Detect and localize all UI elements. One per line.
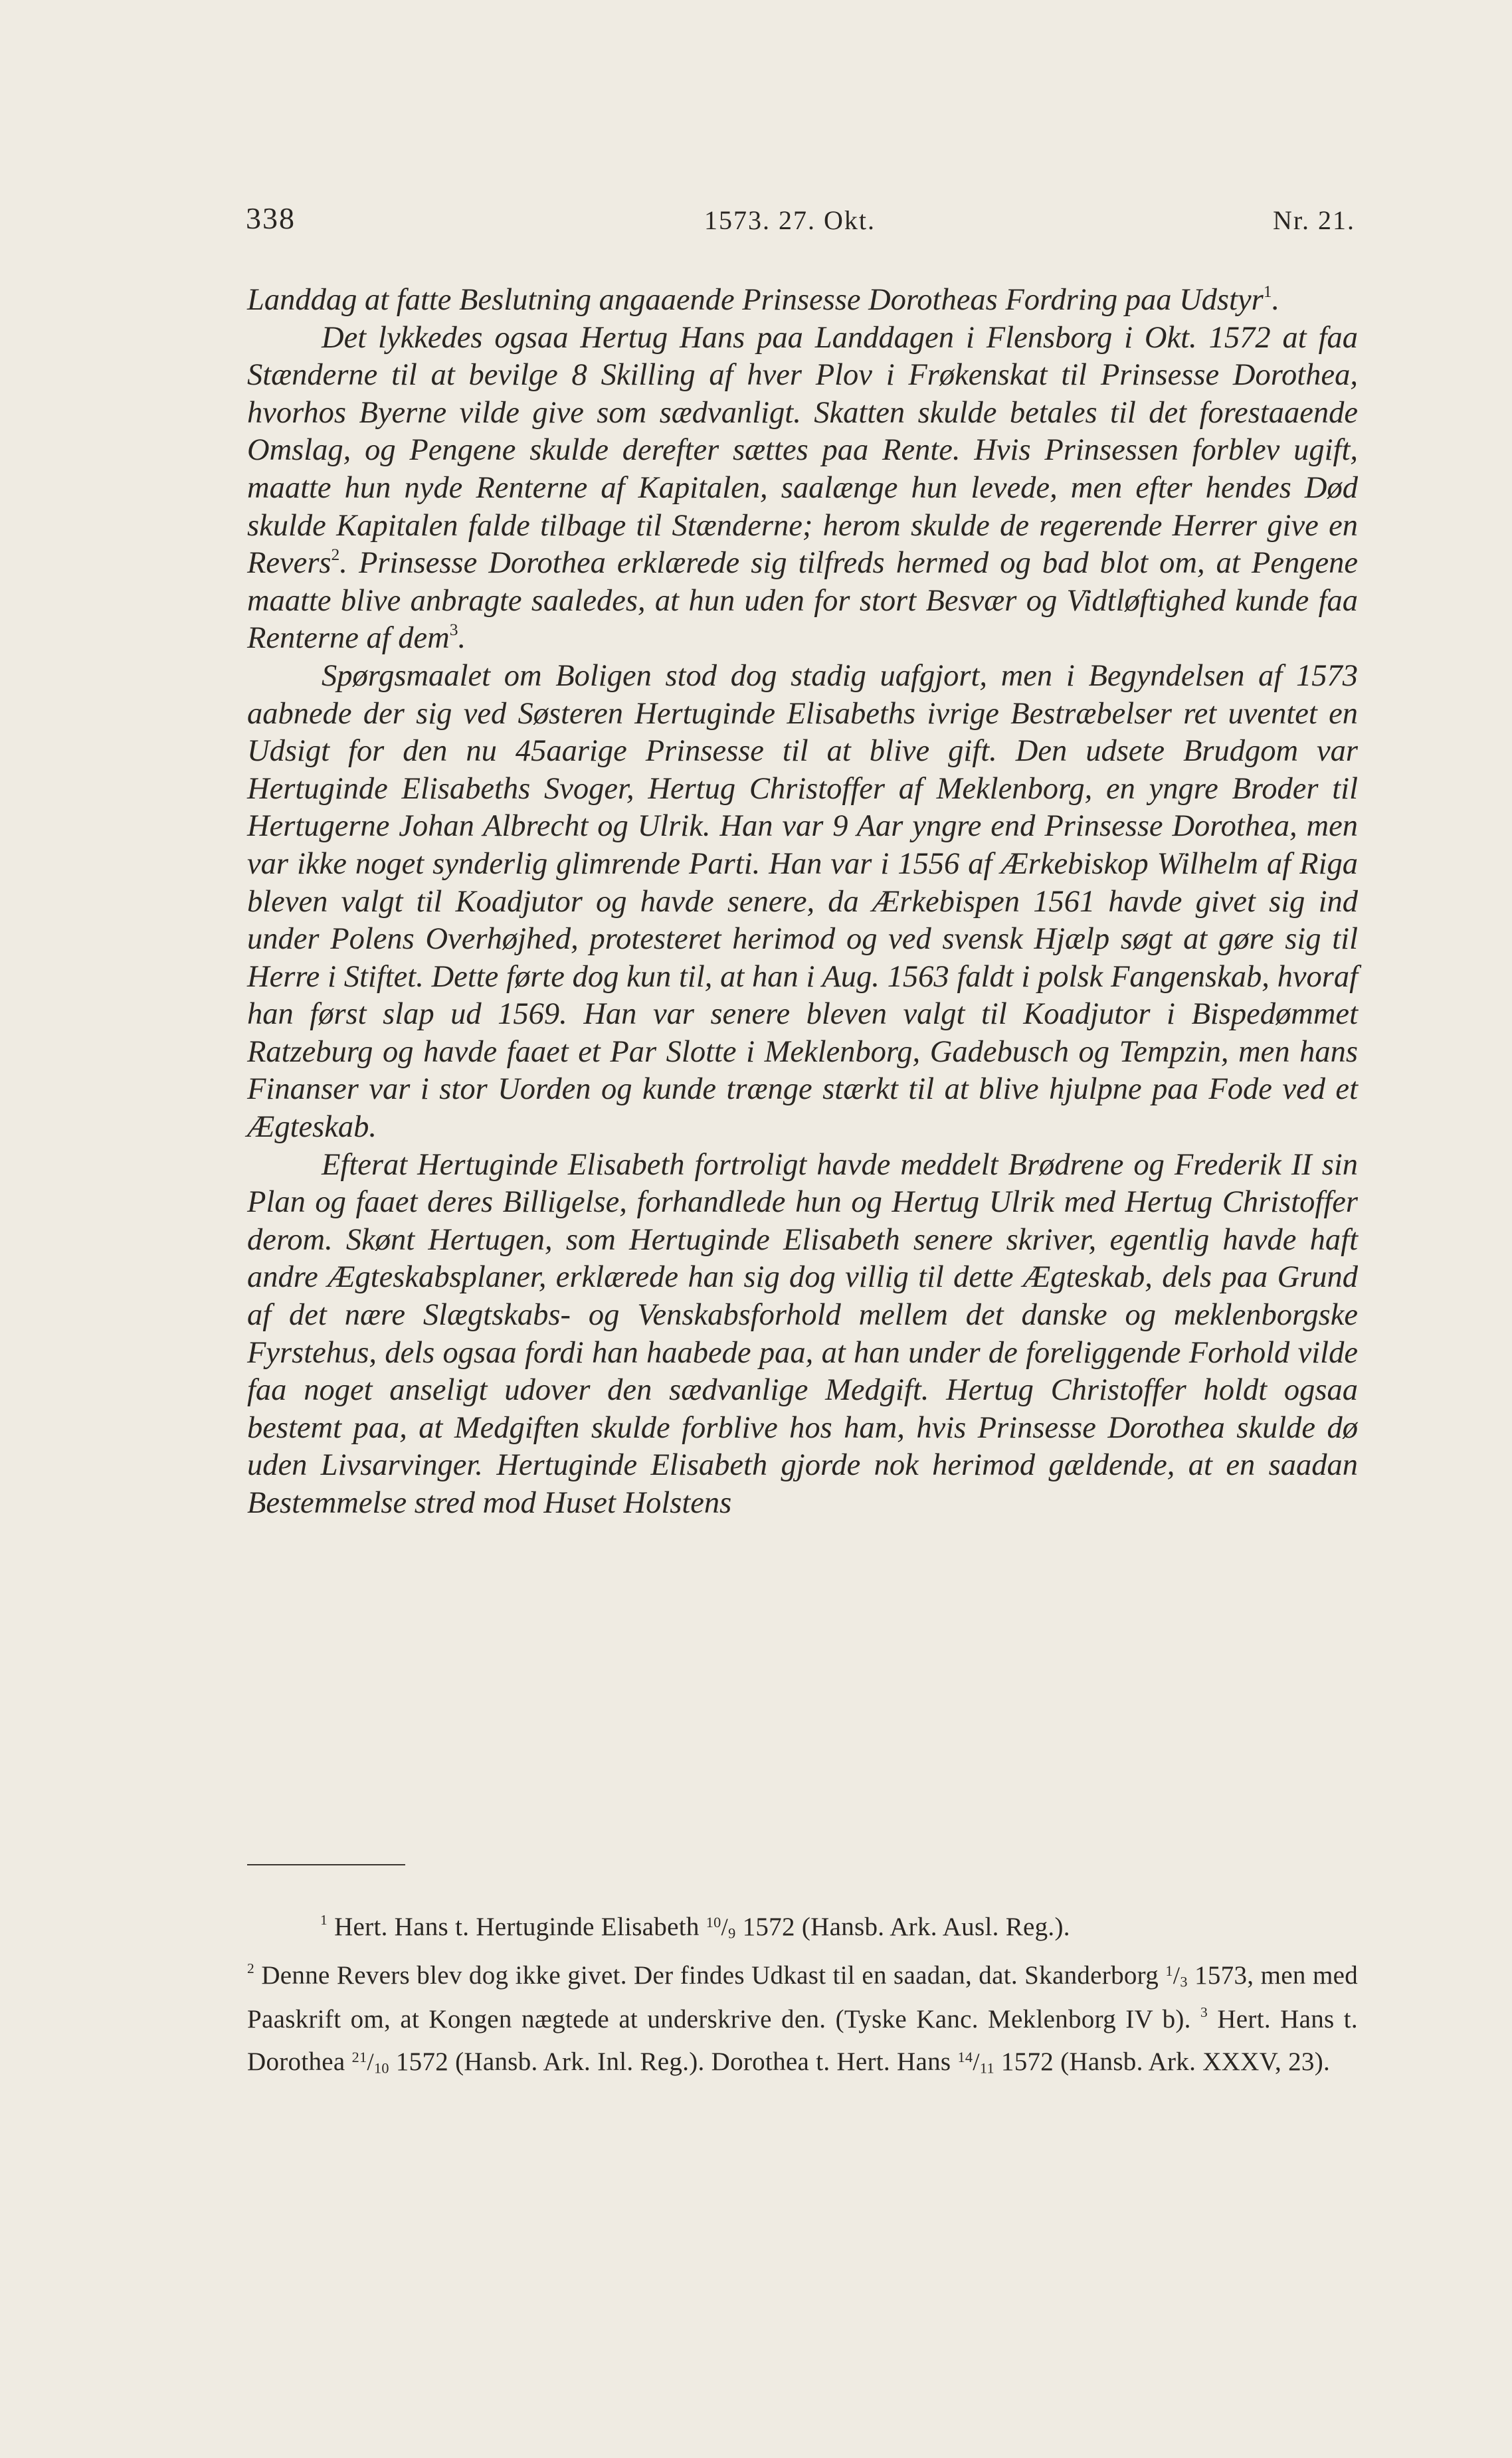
fraction-slash: / — [367, 2049, 374, 2077]
footnote-1-text-end: 1572 (Hansb. Ark. Ausl. Reg.). — [735, 1913, 1070, 1942]
footnote-mark-1: 1 — [320, 1912, 328, 1929]
footnote-1 — [247, 1904, 1358, 1952]
fraction-denominator: 11 — [979, 2059, 994, 2077]
running-head — [246, 201, 1359, 240]
footnote-3-text-mid: 1572 (Hansb. Ark. Inl. Reg.). Dorothea t. Hert. Hans — [389, 2047, 958, 2077]
footnote-ref-3: 3 — [449, 620, 458, 640]
paragraph-1-text: Landdag at fatte Beslutning angaaende Prinsesse Dorotheas Fordring paa Udstyr — [247, 283, 1264, 317]
fraction-denominator: 10 — [373, 2059, 389, 2077]
footnote-2-and-3 — [247, 1952, 1358, 2087]
fraction-denominator: 3 — [1180, 1973, 1188, 1990]
paragraph-2-end: . — [458, 621, 466, 656]
fraction-numerator: 14 — [957, 2048, 973, 2065]
footnote-3-date-fraction-2 — [957, 2049, 994, 2076]
paragraph-1-end: . — [1272, 283, 1280, 317]
footnote-divider — [247, 1864, 405, 1865]
fraction-numerator: 1 — [1165, 1962, 1173, 1980]
paragraph-1 — [247, 282, 1358, 320]
fraction-slash: / — [1173, 1962, 1181, 1990]
running-head-date: 1573. 27. Okt. — [704, 205, 876, 235]
footnote-1-date-fraction — [706, 1914, 736, 1941]
footnote-3-text: Hert. Hans t. Dorothea — [247, 2005, 1358, 2077]
paragraph-2 — [247, 320, 1358, 658]
fraction-slash: / — [973, 2049, 980, 2077]
document-number: Nr. 21. — [1273, 205, 1355, 235]
footnote-2-text: Denne Revers blev dog ikke givet. Der findes Udkast til en saadan, dat. Skanderborg — [254, 1961, 1166, 1990]
main-text — [247, 282, 1358, 1523]
footnote-mark-3: 3 — [1200, 2004, 1208, 2021]
paragraph-4: Efterat Hertuginde Elisabeth fortroligt havde meddelt Brødrene og Frederik II sin Plan og faaet deres Billigelse, forhandlede hun og Hertug Ulrik med Hertug Christoffer derom. Skønt Hertugen, som Hertuginde Elisabeth senere skriver, egentlig havde haft andre Ægteskabsplaner, erklærede han sig dog villig til dette Ægteskab, dels paa Grund af det nære Slægtskabs- og Venskabsforhold mellem det danske og meklenborgske Fyrstehus, dels ogsaa fordi han haabede paa, at han under de foreliggende Forhold vilde faa noget anseligt udover den sædvanlige Medgift. Hertug Christoffer holdt ogsaa bestemt paa, at Medgiften skulde forblive hos ham, hvis Prinsesse Dorothea skulde dø uden Livsarvinger. Hertuginde Elisabeth gjorde nok herimod gældende, at en saadan Bestemmelse stred mod Huset Holstens — [247, 1147, 1358, 1520]
fraction-numerator: 21 — [351, 2048, 367, 2065]
footnote-3-text-end: 1572 (Hansb. Ark. XXXV, 23). — [994, 2047, 1331, 2077]
paragraph-3: Spørgsmaalet om Boligen stod dog stadig uafgjort, men i Begyndelsen af 1573 aabnede der sig ved Søsteren Hertuginde Elisabeths ivrige Bestræbelser ret uventet en Udsigt for den nu 45aarige Prinsesse til at blive gift. Den udsete Brudgom var Hertuginde Elisabeths Svoger, Hertug Christoffer af Meklenborg, en yngre Broder til Hertugerne Johan Albrecht og Ulrik. Han var 9 Aar yngre end Prinsesse Dorothea, men var ikke noget synderlig glimrende Parti. Han var i 1556 af Ærkebiskop Wilhelm af Riga bleven valgt til Koadjutor og havde senere, da Ærkebispen 1561 havde givet sig ind under Polens Overhøjhed, protesteret herimod og ved svensk Hjælp søgt at gøre sig til Herre i Stiftet. Dette førte dog kun til, at han i Aug. 1563 faldt i polsk Fangenskab, hvoraf han først slap ud 1569. Han var senere bleven valgt til Koadjutor i Bispedømmet Ratzeburg og havde faaet et Par Slotte i Meklenborg, Gadebusch og Tempzin, men hans Finanser var i stor Uorden og kunde trænge stærkt til at blive hjulpne paa Fode ved et Ægteskab. — [247, 658, 1358, 1145]
paragraph-2-text-b: . Prinsesse Dorothea erklærede sig tilfreds hermed og bad blot om, at Pengene maatte blive anbragte saaledes, at hun uden for stort Besvær og Vidtløftighed kunde faa Renterne af dem — [247, 546, 1358, 656]
paragraph-2-text-a: Det lykkedes ogsaa Hertug Hans paa Landdagen i Flensborg i Okt. 1572 at faa Stænderne til at bevilge 8 Skilling af hver Plov i Frøkenskat til Prinsesse Dorothea, hvorhos Byerne vilde give som sædvanligt. Skatten skulde betales til det forestaaende Omslag, og Pengene skulde derefter sættes paa Rente. Hvis Prinsessen forblev ugift, maatte hun nyde Renterne af Kapitalen, saalænge hun levede, men efter hendes Død skulde Kapitalen falde tilbage til Stænderne; herom skulde de regerende Herrer give en Revers — [247, 320, 1358, 581]
footnote-1-text: Hert. Hans t. Hertuginde Elisabeth — [328, 1913, 706, 1942]
fraction-slash: / — [721, 1914, 729, 1942]
footnote-2-date-fraction — [1165, 1962, 1187, 1990]
footnotes — [247, 1904, 1358, 2087]
fraction-denominator: 9 — [728, 1925, 736, 1942]
footnote-ref-2: 2 — [331, 544, 340, 564]
fraction-numerator: 10 — [706, 1914, 721, 1931]
footnote-mark-2: 2 — [247, 1960, 255, 1977]
footnote-ref-1: 1 — [1263, 281, 1272, 301]
page-number: 338 — [246, 201, 296, 235]
footnote-2-text-end: 1573, men med Paaskrift om, at Kongen nægtede at underskrive den. (Tyske Kanc. Meklenborg IV b). — [247, 1961, 1358, 2034]
footnote-3-date-fraction — [352, 2049, 389, 2076]
